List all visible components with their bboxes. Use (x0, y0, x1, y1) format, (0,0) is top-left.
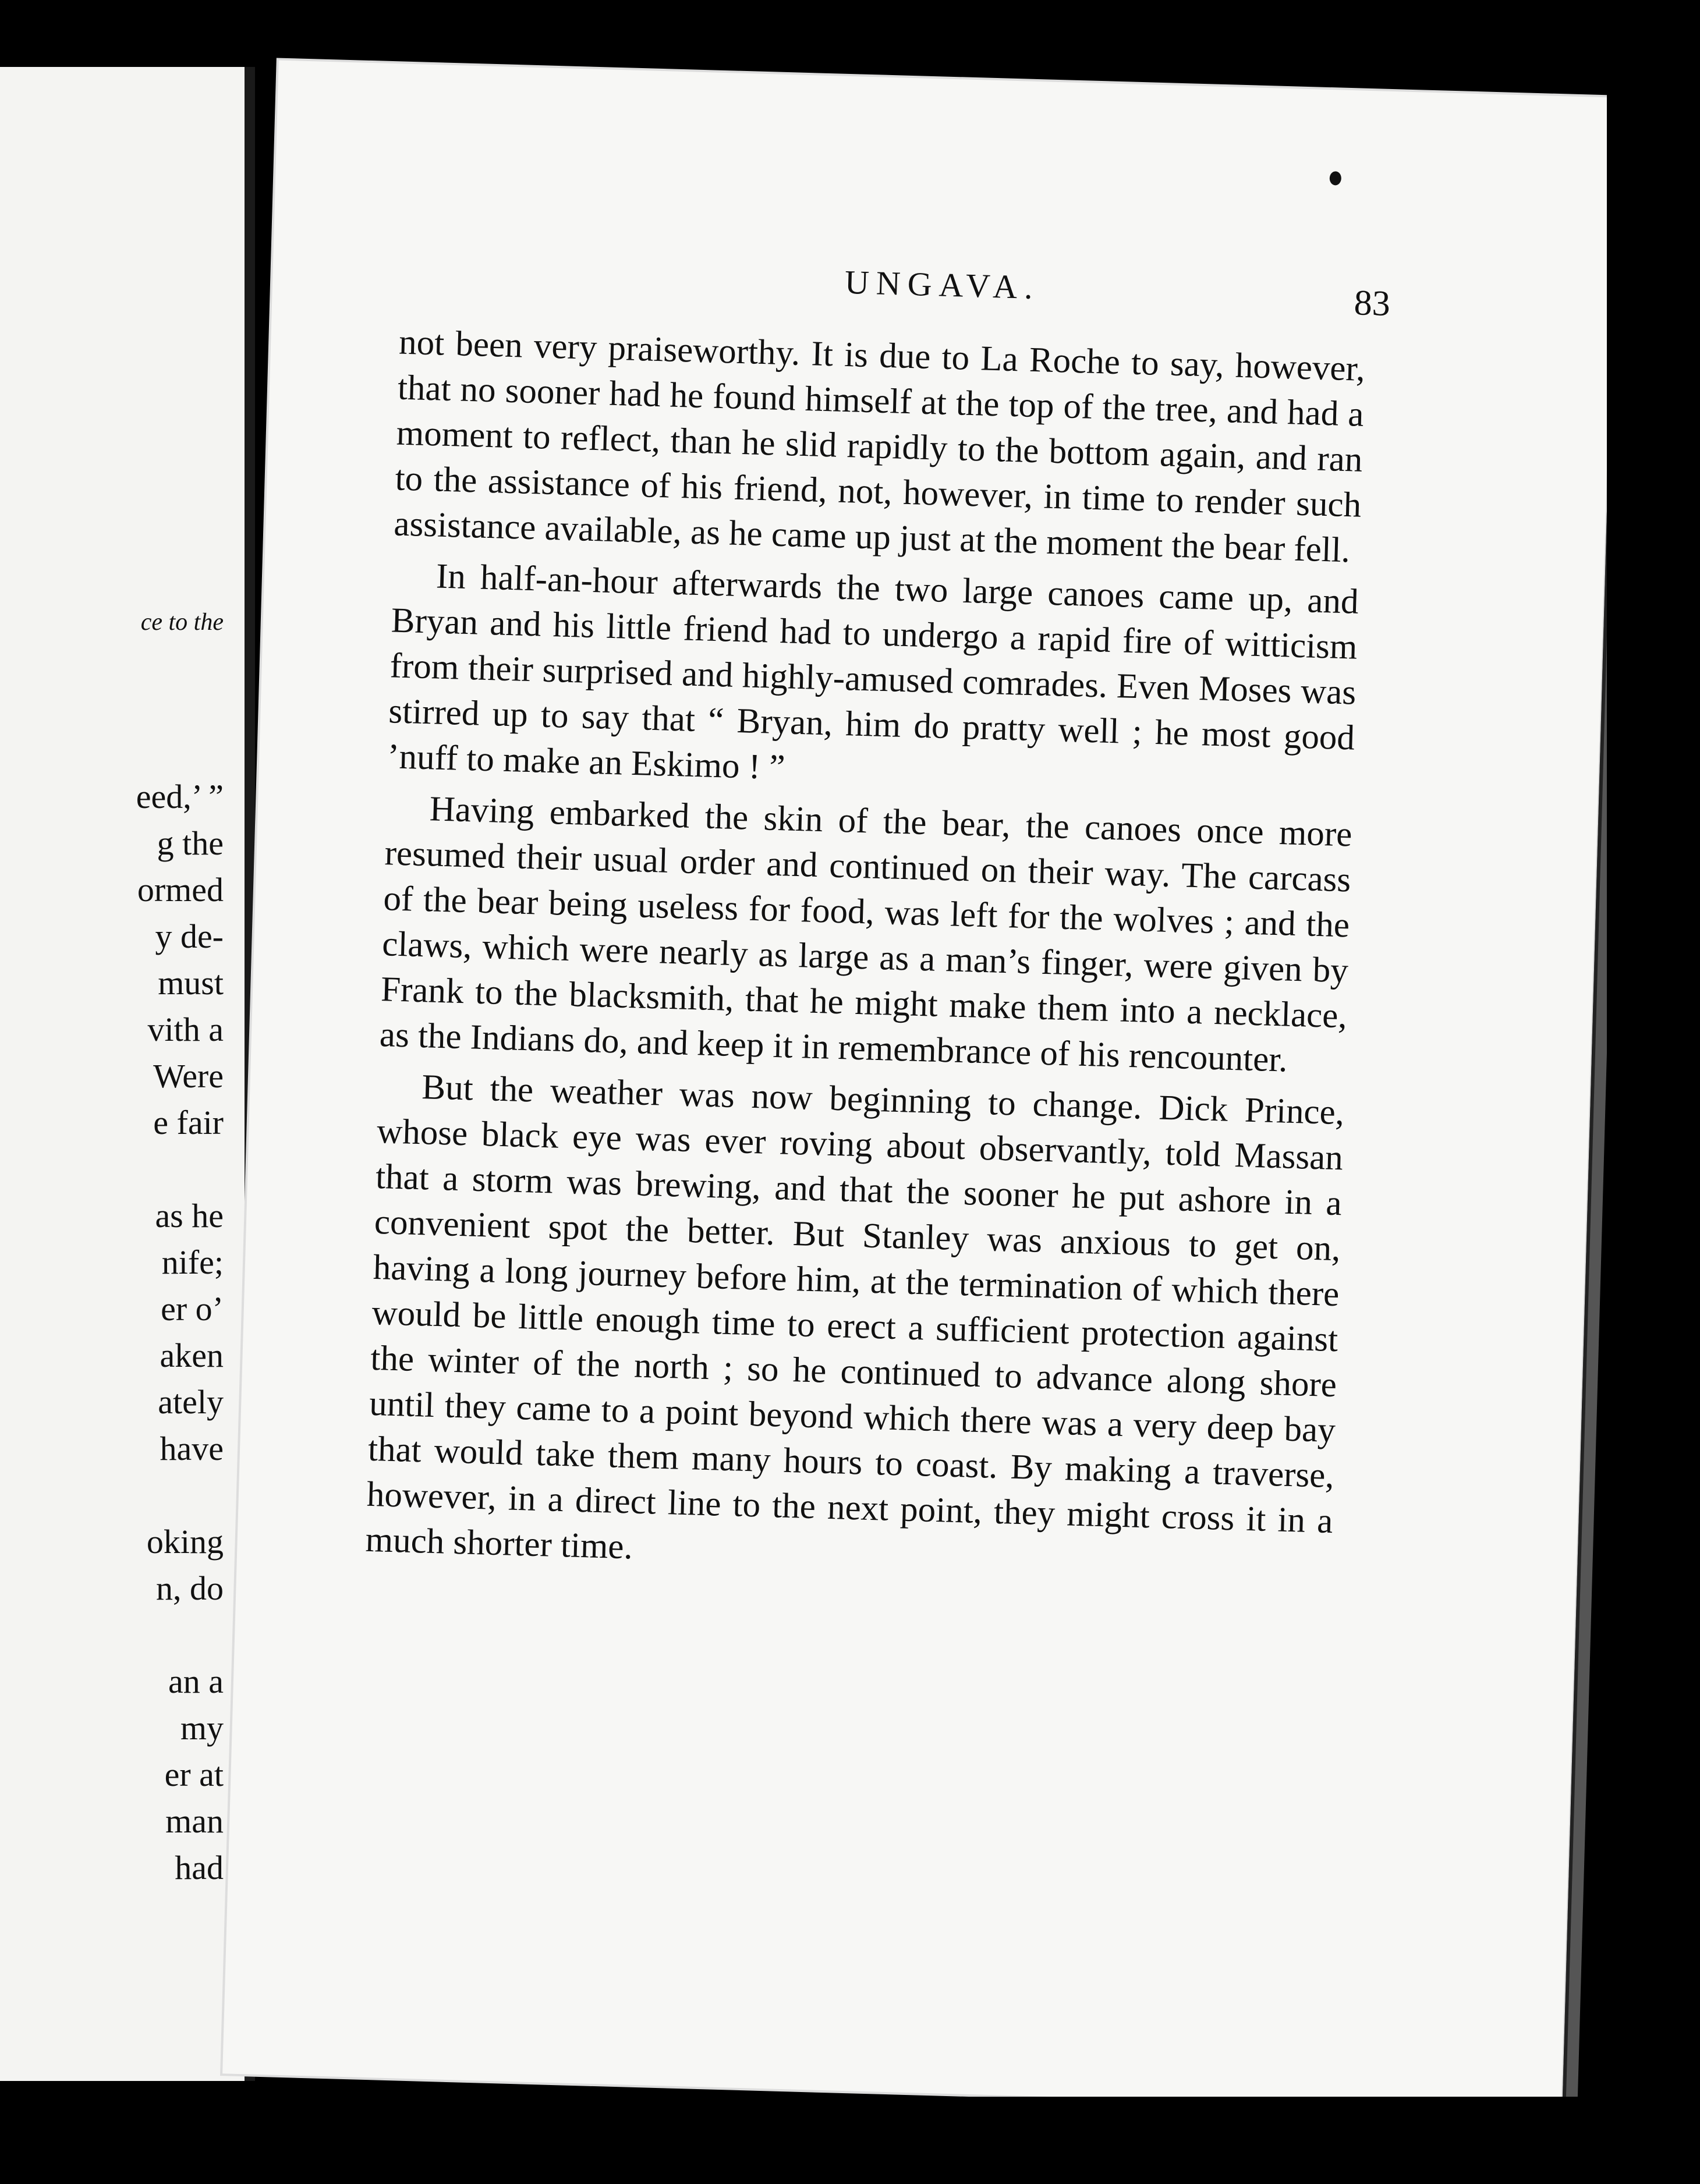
left-page-line: er o’ (161, 1290, 224, 1328)
left-page-line: er at (164, 1756, 224, 1793)
previous-page (0, 67, 255, 2081)
left-page-line: n, do (156, 1569, 224, 1607)
left-page-line: oking (146, 1523, 224, 1561)
left-page-line: ce to the (140, 609, 224, 636)
left-page-line: as he (155, 1197, 224, 1235)
left-page-line: g the (157, 824, 224, 862)
paragraph: not been very praiseworthy. It is due to La Roche to say, however, that no sooner had he found himself at the top of the tree, and had a moment to reflect, than he slid rapidly to the bottom again, and ran to the assistance of his friend, not, however, in time to render such assistance available, as he came up just at the moment the bear fell. (393, 322, 1366, 570)
left-page-line: my (180, 1709, 224, 1747)
paragraph: Having embarked the skin of the bear, the canoes once more resumed their usual order and continued on their way. The carcass of the bear being useless for food, was left for the wolves ; and the claws, which were nearly as large as a man’s finger, were given by Frank to the blacksmith, that he might make them into a necklace, as the Indians do, and keep it in remembrance of his rencounter. (379, 789, 1353, 1080)
left-page-line: have (160, 1430, 224, 1467)
left-page-line: Were (153, 1057, 224, 1095)
left-page-line: had (175, 1849, 224, 1887)
running-head: UNGAVA. (844, 263, 1040, 307)
bottom-background (0, 2097, 1700, 2184)
page-number: 83 (1353, 283, 1391, 324)
left-page-line: e fair (153, 1104, 224, 1141)
left-page-line: must (158, 964, 224, 1002)
left-page-line: y de- (155, 917, 224, 955)
left-page-line: man (165, 1802, 224, 1840)
left-page-line: aken (160, 1336, 224, 1374)
paragraph: In half-an-hour afterwards the two large canoes came up, and Bryan and his little friend had to undergo a rapid fire of witticism from their surprised and highly-amused comrades. Even Moses was stirred up to say that “ Bryan, him do pratty well ; he most good ’nuff to make an Eskimo ! ” (387, 556, 1359, 788)
book-page (222, 61, 1617, 2111)
left-page-line: ormed (137, 871, 224, 909)
left-page-line: vith a (147, 1011, 224, 1048)
left-page-line: an a (168, 1662, 224, 1700)
left-page-line: ately (158, 1383, 224, 1421)
paragraph: But the weather was now beginning to change. Dick Prince, whose black eye was ever roving about observantly, told Massan that a storm was brewing, and that the sooner he put ashore in a convenient spot the better. But Stanley was anxious to get on, having a long journey before him, at the termination of which there would be little enough time to erect a sufficient protection against the winter of the north ; so he continued to advance along shore until they came to a point beyond which there was a very deep bay that would take them many hours to coast. By making a traverse, however, in a direct line to the next point, they might cross it in a much shorter time. (364, 1068, 1345, 1567)
ink-spot (1329, 171, 1341, 186)
right-background (1607, 0, 1700, 2184)
body-text (364, 320, 1365, 1596)
top-background (0, 0, 1700, 64)
left-page-line: nife; (161, 1243, 224, 1281)
left-page-line: eed,’ ” (136, 778, 224, 816)
